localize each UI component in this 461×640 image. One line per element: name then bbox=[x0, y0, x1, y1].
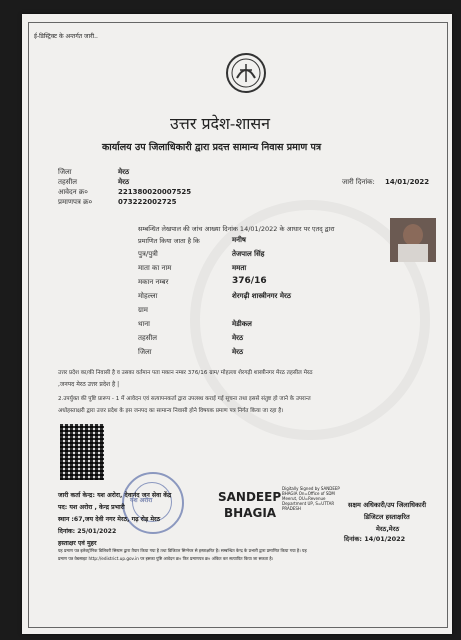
intro-line-1: सम्बन्धित लेखपाल की जांच आख्या दिनांक 14/01/2022 के आधार पर एतद् द्वारा bbox=[138, 225, 335, 233]
office-title: कार्यालय उप जिलाधिकारी द्वारा प्रदत्त सामान्य निवास प्रमाण पत्र bbox=[102, 142, 322, 153]
details-district-value: मेरठ bbox=[232, 348, 244, 356]
police-value: मेडीकल bbox=[232, 320, 252, 328]
police-label: थाना bbox=[138, 320, 150, 328]
application-value: 221380020007525 bbox=[118, 188, 192, 196]
state-title: उत्तर प्रदेश-शासन bbox=[170, 114, 271, 133]
body-para2-line1: 2.उपर्युक्त की पुष्टि प्रारूप - 1 में आवेदन एवं सत्यापनकर्ता द्वारा उपलब्ध कराई गई सूचना तथा इससे संतुष्ट हो जाने के उपरान्त bbox=[58, 396, 311, 402]
digital-signature-name-2: BHAGIA bbox=[224, 506, 277, 520]
name-value: मनीष bbox=[232, 236, 246, 244]
issuer-center-line3: स्थान :67,जय देवी नगर मेरठ, गढ़ रोड़ मेरठ bbox=[58, 516, 161, 523]
stamp-text: यश अरोरा bbox=[130, 497, 153, 504]
details-district-label: जिला bbox=[138, 348, 152, 356]
verification-qr-code bbox=[60, 424, 104, 480]
tehsil-value: मेरठ bbox=[118, 178, 130, 186]
authority-line3: मेरठ,मेरठ bbox=[376, 525, 400, 533]
issue-date-label: जारी दिनांक: bbox=[342, 178, 375, 186]
issue-date-value: 14/01/2022 bbox=[385, 178, 430, 186]
tehsil-label: तहसील bbox=[58, 178, 77, 186]
application-label: आवेदन क्र० bbox=[58, 188, 88, 196]
digital-signature-name-1: SANDEEP bbox=[218, 490, 282, 504]
village-label: ग्राम bbox=[138, 306, 148, 314]
footer-line2: प्रमाण पत्र वेबसाइट http://edistrict.up.gov.in पर इसका पुष्टि आवेदन क्र० फिर प्रमाणपत्र क्र० अंकित कर सत्यापित किया जा सकता है। bbox=[58, 556, 274, 561]
applicant-photo bbox=[390, 218, 436, 262]
mother-label: माता का नाम bbox=[138, 264, 172, 272]
certificate-value: 073222002725 bbox=[118, 198, 177, 206]
district-label: जिला bbox=[58, 168, 72, 176]
footer-line1: यह प्रमाण पत्र इलेक्ट्रॉनिक डिलिवरी सिस्टम द्वारा तैयार किया गया है तथा डिजिटल सिग्नेचर से हस्ताक्षरित है। सम्बन्धित केन्द्र के प्रभारी द्वारा प्रमाणित किया गया है। यह bbox=[58, 548, 307, 553]
up-emblem-icon bbox=[225, 52, 267, 94]
details-tehsil-value: मेरठ bbox=[232, 334, 244, 342]
mohalla-label: मोहल्ला bbox=[138, 292, 158, 300]
details-tehsil-label: तहसील bbox=[138, 334, 157, 342]
district-value: मेरठ bbox=[118, 168, 130, 176]
issuer-center-line2: पद: यश अरोरा , केन्द्र प्रभारी bbox=[58, 504, 125, 511]
body-para1-line2: ,जनपद मेरठ उत्तर प्रदेश है | bbox=[58, 381, 120, 388]
certificate-label: प्रमाणपत्र क्र० bbox=[58, 198, 93, 206]
body-para1-line1: उत्तर प्रदेश का/की निवासी है व उसका वर्तमान पता मकान नम्बर 376/16 ग्राम/ मोहल्ला शेरगढ़ी शास्त्रीनगर मेरठ तहसील मेरठ bbox=[58, 370, 313, 376]
issuer-center-date: दिनांक: 25/01/2022 bbox=[58, 528, 117, 535]
center-stamp bbox=[122, 472, 184, 534]
issuer-signature-line: हस्ताक्षर एवं मुहर bbox=[58, 540, 97, 547]
body-para2-line2: अधोहस्ताक्षरी द्वारा उत्तर प्रदेश के इस जनपद का सामान्य निवासी होने विषयक प्रमाण पत्र निर्गत किया जा रहा है। bbox=[58, 408, 284, 414]
house-label: मकान नम्बर bbox=[138, 278, 169, 286]
digital-signature-detail: Digitally Signed by SANDEEP BHAGIA On=Office of SDM Meerut, OU=Revenue Department UP, S=UTTAR PRADESH bbox=[282, 486, 340, 511]
house-value: 376/16 bbox=[232, 276, 267, 286]
authority-line1: सक्षम अधिकारी/उप जिलाधिकारी bbox=[348, 501, 427, 509]
intro-line-2: प्रमाणित किया जाता है कि bbox=[138, 237, 200, 245]
issuer-center-line1: जारी कर्ता केन्द्र: यश अरोरा, देवानंद जन सेवा केंद्र bbox=[58, 492, 172, 499]
mohalla-value: शेरगढ़ी शास्त्रीनगर मेरठ bbox=[232, 292, 291, 300]
authority-line2: डिजिटल हस्ताक्षरित bbox=[364, 513, 410, 521]
issued-note: ई-डिस्ट्रिक्ट के अन्तर्गत जारी.. bbox=[34, 33, 98, 40]
parent-label: पुत्र/पुत्री bbox=[138, 250, 158, 258]
parent-value: तेजपाल सिंह bbox=[232, 250, 265, 258]
authority-date: दिनांक: 14/01/2022 bbox=[344, 535, 406, 543]
mother-value: ममता bbox=[232, 264, 247, 272]
